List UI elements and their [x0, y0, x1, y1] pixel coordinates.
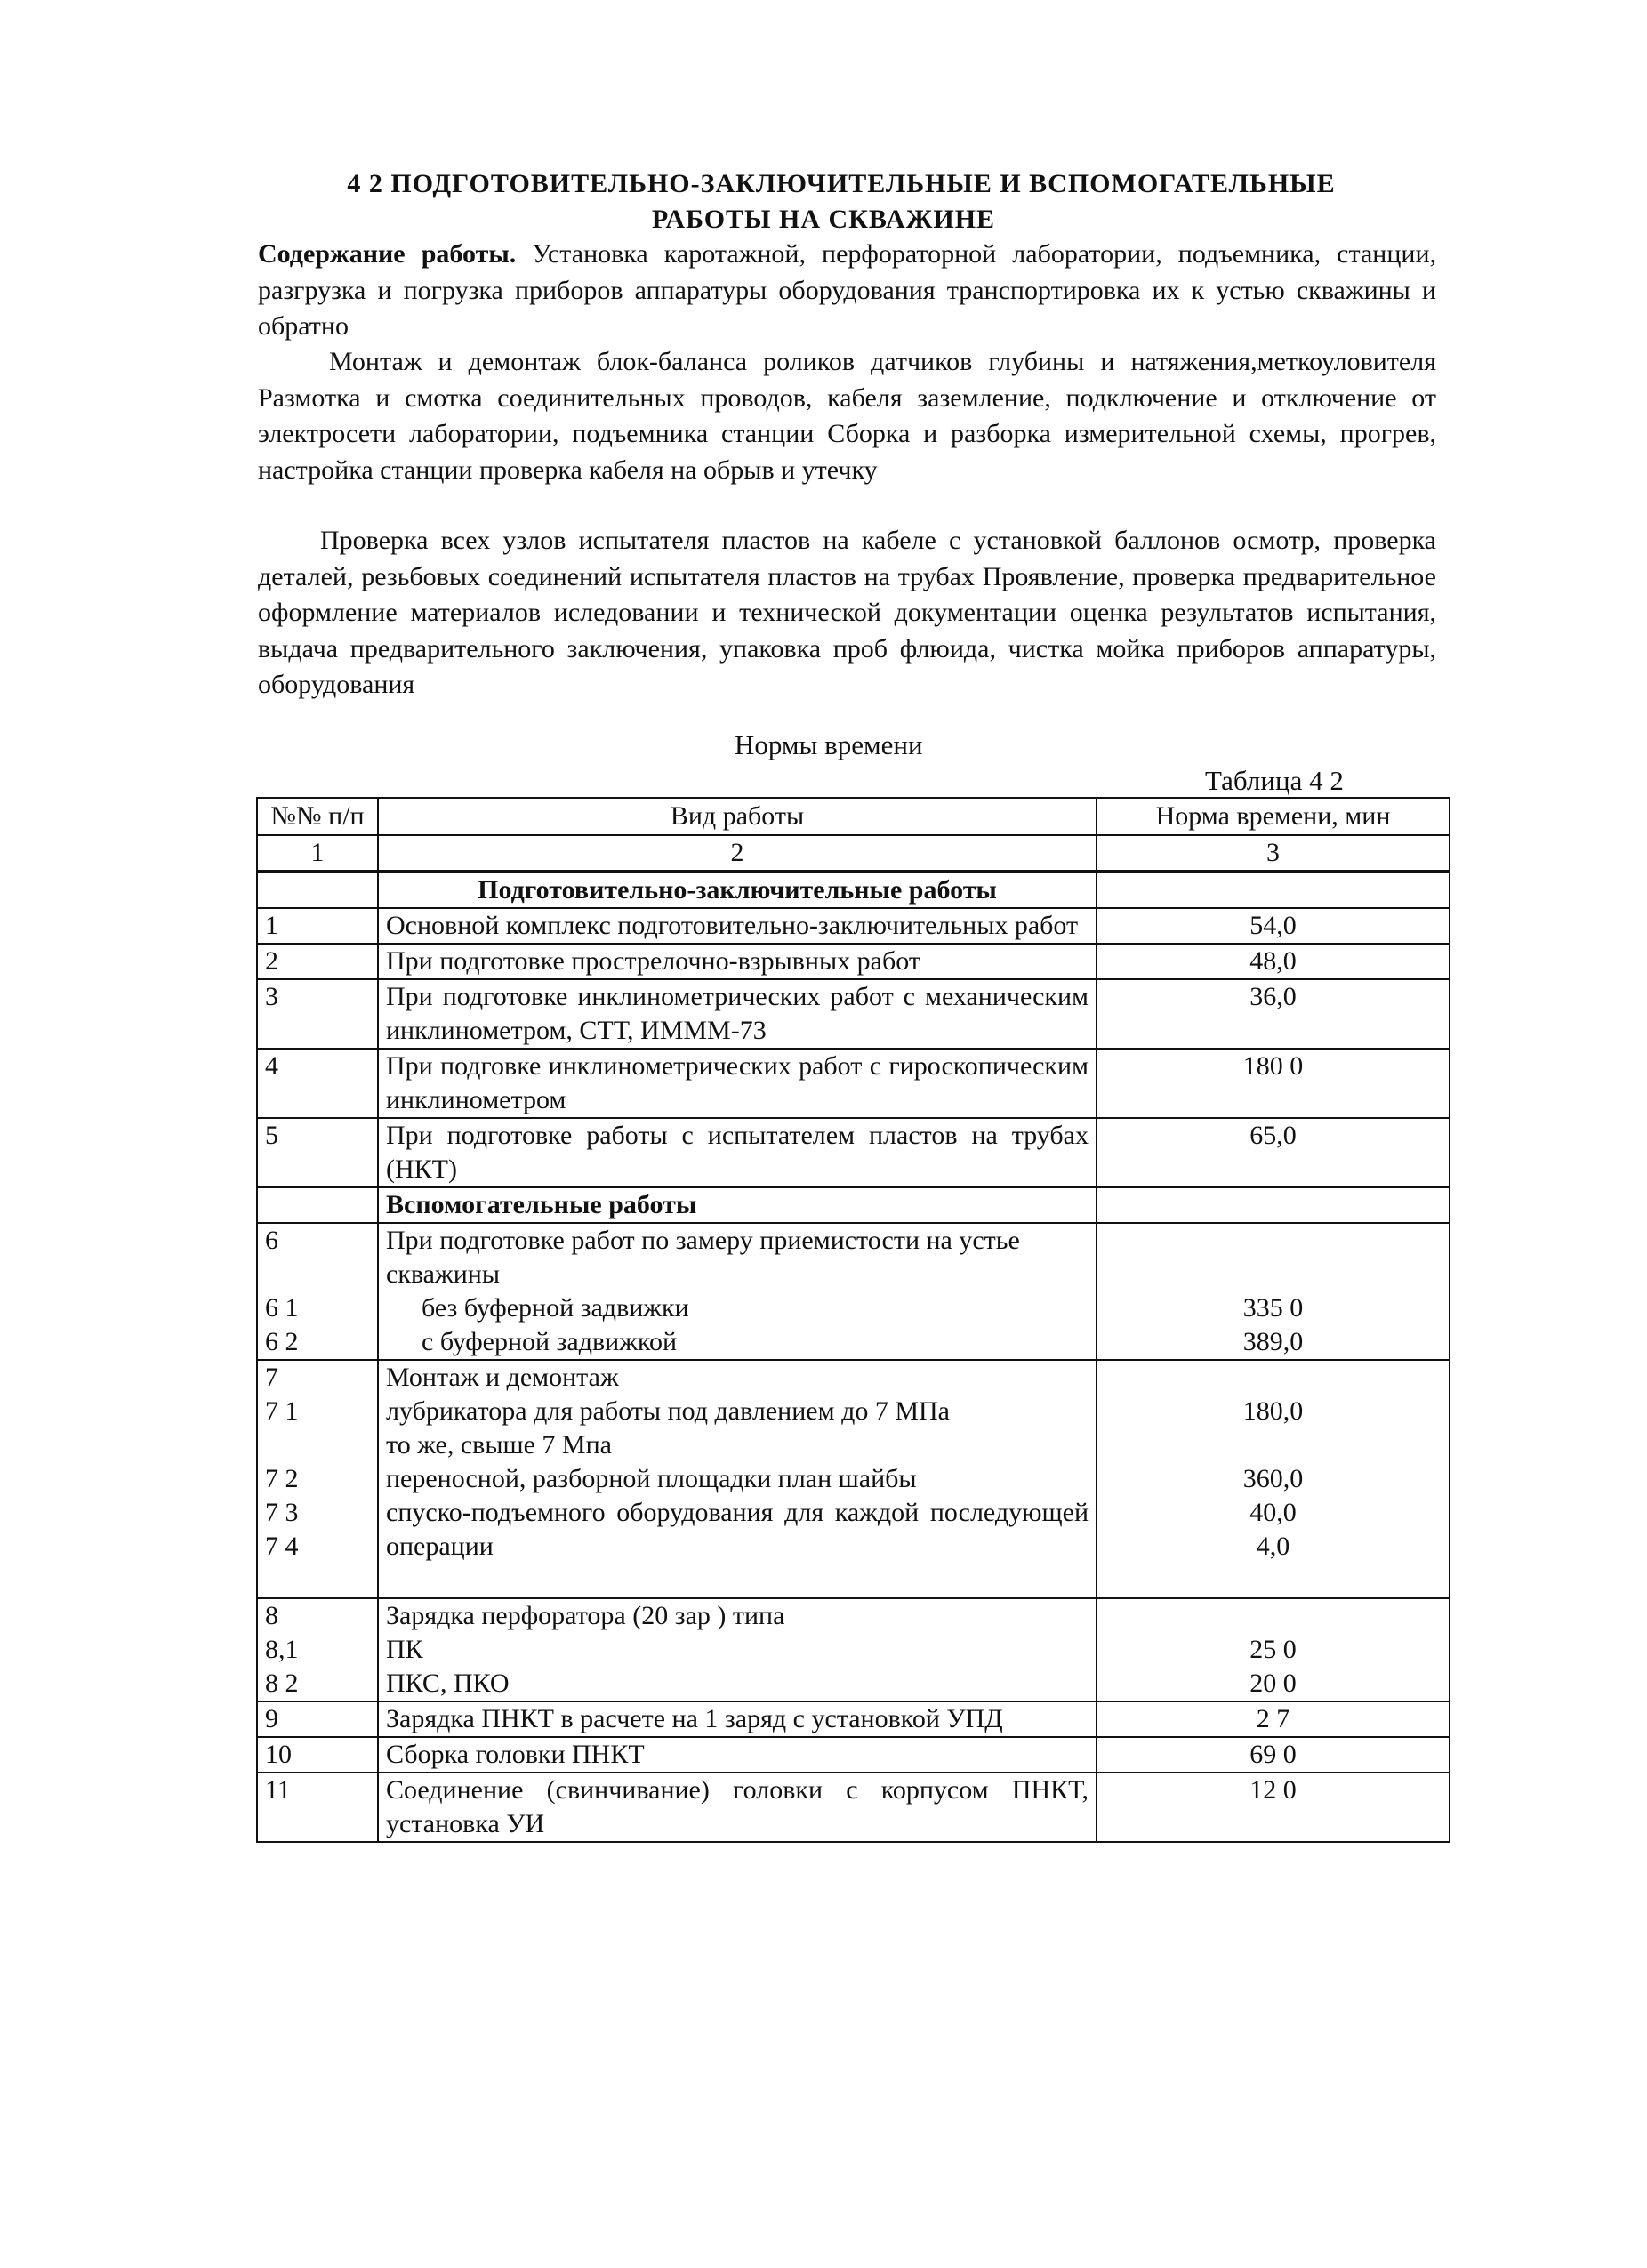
row-norm: 65,0: [1097, 1118, 1450, 1187]
row-work: Основной комплекс подготовительно-заключительных работ: [378, 908, 1097, 944]
table-row: [257, 944, 1450, 979]
intro-text-1: Установка каротажной, перфораторной лаборатории, подъемника, станции, разгрузка и погрузка приборов аппаратуры оборудования транспортировка их к устью скважины и обратно: [258, 239, 1436, 341]
row-number: 7 4: [265, 1532, 299, 1561]
intro-lead: Содержание работы.: [258, 239, 517, 269]
row-work: лубрикатора для работы под давлением до 7 МПа: [386, 1396, 950, 1426]
row-norm: 25 0: [1249, 1635, 1297, 1664]
row-number: 7 2: [265, 1464, 299, 1493]
row-number: 4: [257, 1049, 378, 1118]
column-number-row: [257, 835, 1450, 872]
section-heading-line-1: 4 2 ПОДГОТОВИТЕЛЬНО-ЗАКЛЮЧИТЕЛЬНЫЕ И ВСПОМОГАТЕЛЬНЫЕ: [347, 169, 1336, 198]
row-number: 11: [257, 1773, 378, 1842]
row-number: 2: [257, 944, 378, 979]
section-title: Подготовительно-заключительные работы: [378, 872, 1097, 908]
row-work: ПК: [386, 1635, 423, 1664]
row-work: с буферной задвижкой: [422, 1327, 678, 1356]
row-number: 3: [257, 979, 378, 1049]
section-row: [257, 872, 1450, 908]
header-number: №№ п/п: [257, 798, 378, 835]
row-norm: 360,0: [1242, 1464, 1304, 1493]
header-norm: Норма времени, мин: [1097, 798, 1450, 835]
row-work: При подготовке работы с испытателем пластов на трубах (НКТ): [378, 1118, 1097, 1187]
row-work: Зарядка перфоратора (20 зар ) типа: [386, 1601, 785, 1630]
norms-title: Нормы времени: [735, 729, 923, 760]
row-norm: 12 0: [1097, 1773, 1450, 1842]
column-number: 2: [378, 835, 1097, 872]
intro-paragraph-2: Монтаж и демонтаж блок-баланса роликов датчиков глубины и натяжения,меткоуловителя Размотка и смотка соединительных проводов, кабеля заземление, подключение и отключение от электросети лаборатории, подъемника станции Сборка и разборка измерительной схемы, прогрев, настройка станции проверка кабеля на обрыв и утечку: [258, 347, 1436, 485]
row-norm: 54,0: [1097, 908, 1450, 944]
table-row-group: [257, 1360, 1450, 1598]
row-norm: 180 0: [1097, 1049, 1450, 1118]
table-row: [257, 979, 1450, 1049]
row-work: без буферной задвижки: [422, 1293, 689, 1323]
table-row-group: [257, 1223, 1450, 1360]
row-norm: 69 0: [1097, 1737, 1450, 1773]
table-row-group: [257, 1598, 1450, 1701]
row-work: При подготовке работ по замеру приемистости на устье скважины: [386, 1226, 1020, 1289]
row-number: 8: [265, 1601, 278, 1630]
row-norm: 40,0: [1249, 1498, 1297, 1527]
row-norm: 335 0: [1242, 1293, 1304, 1323]
row-number: 9: [257, 1701, 378, 1737]
row-work: При подготовке прострелочно-взрывных работ: [378, 944, 1097, 979]
row-number: 5: [257, 1118, 378, 1187]
row-work: Монтаж и демонтаж: [386, 1363, 619, 1392]
column-number: 3: [1097, 835, 1450, 872]
row-work: Зарядка ПНКТ в расчете на 1 заряд с установкой УПД: [378, 1701, 1097, 1737]
table-number: Таблица 4 2: [1205, 765, 1344, 796]
section-row: [257, 1187, 1450, 1223]
table-row: [257, 1118, 1450, 1187]
row-norm: 48,0: [1097, 944, 1450, 979]
intro-paragraph-1: [258, 237, 1436, 345]
intro-paragraph-3: Проверка всех узлов испытателя пластов на кабеле с установкой баллонов осмотр, проверка деталей, резьбовых соединений испытателя пластов на трубах Проявление, проверка предварительное оформление материалов иследовании и технической документации оценка результатов испытания, выдача предварительного заключения, упаковка проб флюида, чистка мойка приборов аппаратуры, оборудования: [258, 526, 1436, 699]
row-work: При подготовке инклинометрических работ с механическим инклинометром, СТТ, ИМММ-73: [378, 979, 1097, 1049]
row-work: спуско-подъемного оборудования для каждой последующей операции: [386, 1498, 1089, 1561]
table-row: [257, 908, 1450, 944]
row-number: 6 1: [265, 1293, 299, 1323]
column-number: 1: [257, 835, 378, 872]
row-work: Соединение (свинчивание) головки с корпусом ПНКТ, установка УИ: [378, 1773, 1097, 1842]
table-row: [257, 1701, 1450, 1737]
time-norms-table: [256, 797, 1450, 1843]
row-norm: 180,0: [1242, 1396, 1304, 1426]
row-norm: 36,0: [1097, 979, 1450, 1049]
row-number: 6 2: [265, 1327, 299, 1356]
row-work: переносной, разборной площадки план шайбы: [386, 1464, 917, 1493]
row-number: 7: [265, 1363, 278, 1392]
row-number: 10: [257, 1737, 378, 1773]
row-norm: 389,0: [1242, 1327, 1304, 1356]
section-heading-line-2: РАБОТЫ НА СКВАЖИНЕ: [651, 205, 996, 234]
row-number: 7 3: [265, 1498, 299, 1527]
table-header-row: [257, 798, 1450, 835]
row-work: ПКС, ПКО: [386, 1669, 510, 1698]
table-row: [257, 1737, 1450, 1773]
row-number: 8 2: [265, 1669, 299, 1698]
row-norm: 2 7: [1097, 1701, 1450, 1737]
row-norm: 20 0: [1249, 1669, 1297, 1698]
row-work: Сборка головки ПНКТ: [378, 1737, 1097, 1773]
row-number: 8,1: [265, 1635, 299, 1664]
row-work: При подговке инклинометрических работ с гироскопическим инклинометром: [378, 1049, 1097, 1118]
row-norm: 4,0: [1256, 1532, 1290, 1561]
row-number: 7 1: [265, 1396, 299, 1426]
table-row: [257, 1049, 1450, 1118]
header-work: Вид работы: [378, 798, 1097, 835]
table-row: [257, 1773, 1450, 1842]
section-title: Вспомогательные работы: [378, 1187, 1097, 1223]
row-number: 1: [257, 908, 378, 944]
row-work: то же, свыше 7 Мпа: [386, 1430, 612, 1460]
row-number: 6: [265, 1226, 278, 1255]
